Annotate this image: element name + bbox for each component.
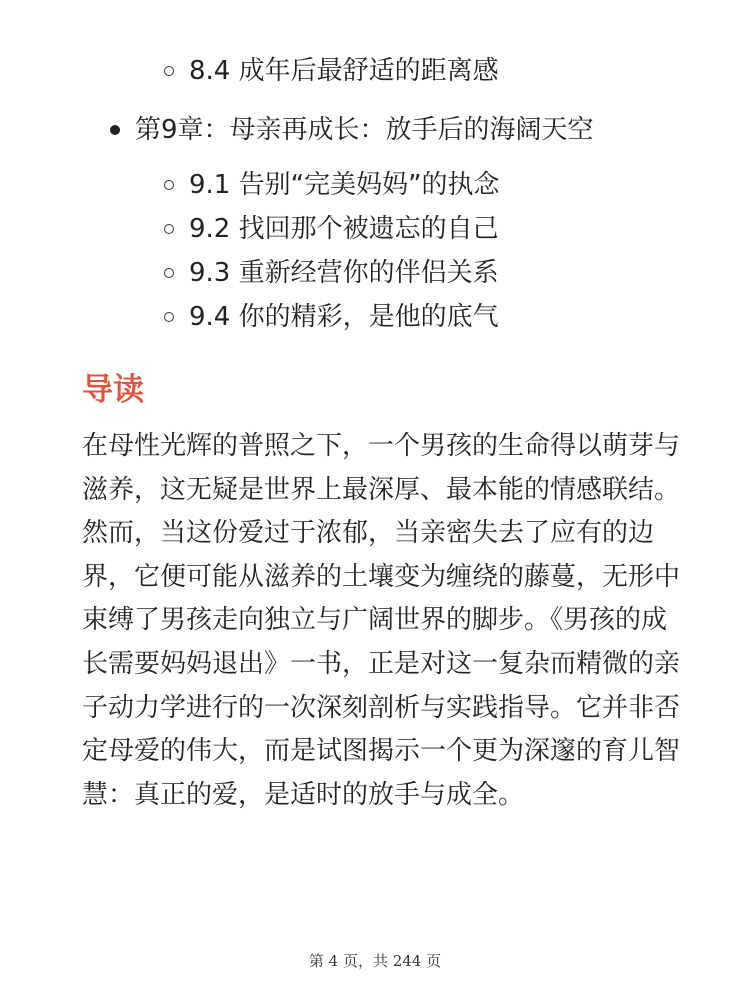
hollow-bullet-icon [164, 224, 174, 234]
toc-item-label: 9.1 告别“完美妈妈”的执念 [189, 170, 500, 200]
toc-chapter-9[interactable] [110, 108, 594, 152]
hollow-bullet-icon [164, 268, 174, 278]
filled-bullet-icon [110, 125, 120, 135]
toc-item-label: 8.4 成年后最舒适的距离感 [189, 56, 499, 86]
page-number: 第 4 页，共 244 页 [308, 952, 442, 970]
toc-item-9-3[interactable] [164, 251, 499, 295]
section-heading: 导读 [82, 372, 144, 408]
toc-item-label: 9.4 你的精彩，是他的底气 [189, 302, 499, 332]
toc-item-9-1[interactable] [164, 163, 500, 207]
toc-item-9-4[interactable] [164, 295, 499, 339]
toc-chapter-label: 第9章：母亲再成长：放手后的海阔天空 [135, 115, 594, 145]
toc-item-9-2[interactable] [164, 207, 499, 251]
toc-item-label: 9.3 重新经营你的伴侣关系 [189, 258, 499, 288]
hollow-bullet-icon [164, 180, 174, 190]
toc-item-label: 9.2 找回那个被遗忘的自己 [189, 214, 499, 244]
toc-item-8-4[interactable] [164, 49, 499, 93]
intro-paragraph: 在母性光辉的普照之下，一个男孩的生命得以萌芽与滋养，这无疑是世界上最深厚、最本能的情感联结。然而，当这份爱过于浓郁，当亲密失去了应有的边界，它便可能从滋养的土壤变为缠绕的藤蔓，无形中束缚了男孩走向独立与广阔世界的脚步。《男孩的成长需要妈妈退出》一书，正是对这一复杂而精微的亲子动力学进行的一次深刻剖析与实践指导。它并非否定母爱的伟大，而是试图揭示一个更为深邃的育儿智慧：真正的爱，是适时的放手与成全。 [82, 431, 681, 810]
hollow-bullet-icon [164, 66, 174, 76]
hollow-bullet-icon [164, 312, 174, 322]
